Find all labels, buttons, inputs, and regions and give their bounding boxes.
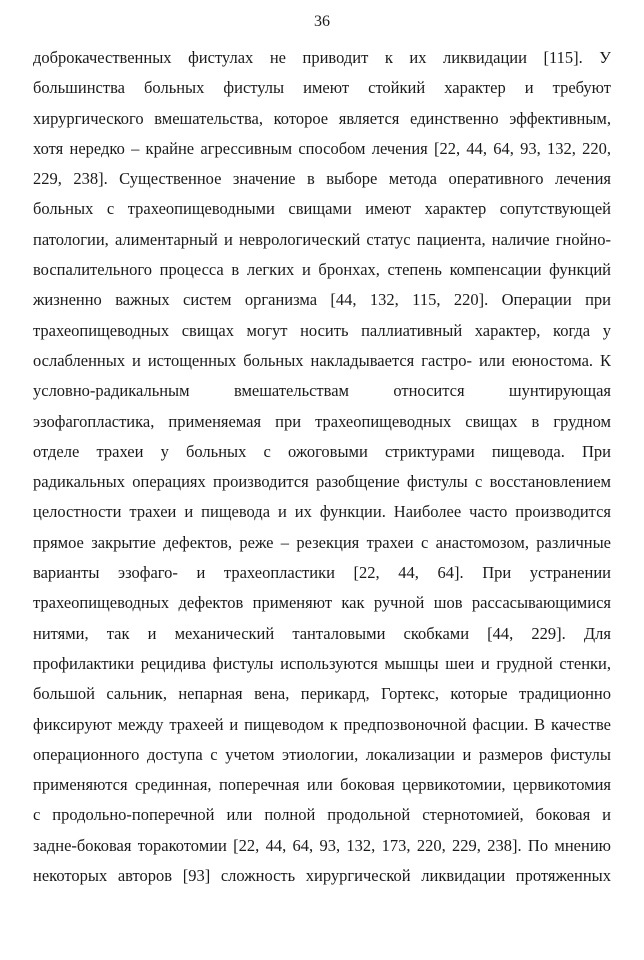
- text-line: 229, 238]. Существенное значение в выборе метода оперативного лечения: [33, 169, 611, 189]
- text-line: эзофагопластика, применяемая при трахеопищеводных свищах в грудном: [33, 411, 611, 431]
- body-text: [33, 43, 611, 891]
- text-line: радикальных операциях производится разобщение фистулы с восстановлением: [33, 472, 611, 492]
- text-line: условно-радикальным вмешательствам относится шунтирующая: [33, 381, 611, 401]
- text-line: трахеопищеводных дефектов применяют как ручной шов рассасывающимися: [33, 593, 611, 613]
- text-line: профилактики рецидива фистулы используются мышцы шеи и грудной стенки,: [33, 653, 611, 673]
- text-line: ослабленных и истощенных больных накладывается гастро- или еюностома. К: [33, 350, 611, 370]
- text-line: некоторых авторов [93] сложность хирургической ликвидации протяженных: [33, 866, 611, 886]
- text-line: с продольно-поперечной или полной продольной стернотомией, боковая и: [33, 805, 611, 825]
- text-line: операционного доступа с учетом этиологии, локализации и размеров фистулы: [33, 744, 611, 764]
- text-line: применяются срединная, поперечная или боковая цервикотомии, цервикотомия: [33, 775, 611, 795]
- text-line: воспалительного процесса в легких и бронхах, степень компенсации функций: [33, 260, 611, 280]
- text-line: прямое закрытие дефектов, реже – резекция трахеи с анастомозом, различные: [33, 532, 611, 552]
- text-line: задне-боковая торакотомии [22, 44, 64, 93, 132, 173, 220, 229, 238]. По мнению: [33, 835, 611, 855]
- text-line: больных с трахеопищеводными свищами имеют характер сопутствующей: [33, 199, 611, 219]
- text-line: трахеопищеводных свищах могут носить паллиативный характер, когда у: [33, 320, 611, 340]
- text-line: большинства больных фистулы имеют стойкий характер и требуют: [33, 78, 611, 98]
- text-line: патологии, алиментарный и неврологический статус пациента, наличие гнойно-: [33, 229, 611, 249]
- text-line: большой сальник, непарная вена, перикард, Гортекс, которые традиционно: [33, 684, 611, 704]
- text-line: целостности трахеи и пищевода и их функции. Наиболее часто производится: [33, 502, 611, 522]
- text-line: хирургического вмешательства, которое является единственно эффективным,: [33, 108, 611, 128]
- text-line: варианты эзофаго- и трахеопластики [22, 44, 64]. При устранении: [33, 563, 611, 583]
- text-line: отделе трахеи у больных с ожоговыми стриктурами пищевода. При: [33, 441, 611, 461]
- text-line: жизненно важных систем организма [44, 132, 115, 220]. Операции при: [33, 290, 611, 310]
- page-number: 36: [314, 13, 330, 30]
- text-line: нитями, так и механический танталовыми скобками [44, 229]. Для: [33, 623, 611, 643]
- text-line: хотя нередко – крайне агрессивным способом лечения [22, 44, 64, 93, 132, 220,: [33, 138, 611, 158]
- text-line: фиксируют между трахеей и пищеводом к предпозвоночной фасции. В качестве: [33, 714, 611, 734]
- text-line: доброкачественных фистулах не приводит к их ликвидации [115]. У: [33, 48, 611, 67]
